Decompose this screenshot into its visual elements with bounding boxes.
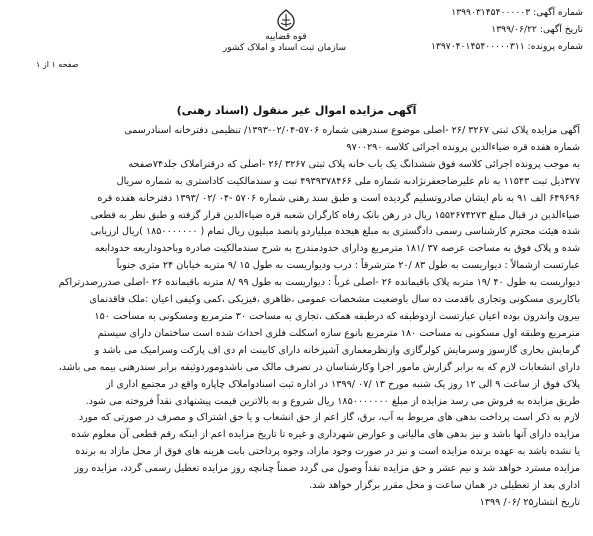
- body-line: مزایده دارای آنها باشد و نیز بدهی های مالیاتی و عوارض شهرداری و غیره تا تاریخ مزایده اعم از اینکه رقم قطعی آن معلوم شده: [71, 429, 580, 441]
- body-line: شده هیئت محترم کارشناسی رسمی دادگستری به مبلغ هیجده میلیاردو پانصد میلیون ریال تمام ( ۱۸۵۰۰۰۰۰۰۰ )ریال ارزیابی: [90, 226, 580, 238]
- organization-logo: [222, 8, 346, 66]
- body-line: پلاک فوق از ساعت ۹ الی ۱۲ روز یک شنبه مورخ ۱۳ /۰۷ /۱۳۹۹ در اداره ثبت اسنادواملاک چاپاره واقع در مجتمع اداری از: [106, 378, 580, 390]
- body-line: مزایده مسترد خواهد شد و نیم عشر و حق مزایده نقداً وصول می گردد ضمناً چنانچه روز مزایده تعطیل رسمی گردد، مزایده روز: [74, 463, 580, 475]
- body-line: عبارتست ازشمالاً : دیواریست به طول ۸۳ /۲۰ مترشرقاً : درب ودیواریست به طول ۱۵ /۹ متربه خیابان ۲۴ متری جنوباً: [116, 260, 580, 272]
- body-line: آگهی مزایده پلاک ثبتی ۳۲۶۷ /۲۶ -اصلی موضوع سندرهنی شماره ۵۷۰۶-۰۲/۰۴-۱۳۹۳/ تنظیمی دفترخانه اسنادرسمی: [124, 125, 580, 136]
- body-line: ضیاءالدین در قبال مبلغ ۱۵۵۲۶۷۴۲۷۳ ریال در رهن بانک رفاه کارگران شعبه قره ضیاءالدین قرار گرفته و طبق نظر به قطعی: [90, 209, 580, 221]
- body-line: شده و پلاک فوق به مساحت عرصه ۳۷ /۱۸۱ مترمربع ودارای حدودمندرج به شرح سندمالکیت صادره وباحدوداربعه حدودابعه: [94, 243, 580, 255]
- publication-date: تاریخ انتشار۲۵ /۰۶/ ۱۳۹۹: [479, 496, 580, 508]
- org-line1: قوه قضاییه: [265, 32, 307, 42]
- case-number: شماره پرونده: ۱۳۹۷۰۴۰۱۴۵۴۰۰۰۰۰۳۱۱: [430, 41, 583, 52]
- body-line: باکاربری مسکونی وتجاری باقدمت ده سال باوضعیت مشخصات عمومی ،ظاهری ،فیزیکی ،کمی وکیفی اعیان :ملک فاقدنمای: [89, 294, 580, 306]
- ad-number: شماره آگهی: ۱۳۹۹۰۳۱۴۵۴۰۰۰۰۰۳: [451, 7, 583, 18]
- body-line: دارای انشعابات لازم که به برابر گزارش مامور اجرا وکارشناسان در تصرف مالک می باشدوموردوثیقه برابر سندرهنی بیمه می باشد،: [58, 361, 580, 373]
- body-line: طریق مزایده به فروش می رسد مزایده از مبلغ ۱۸۵۰۰۰۰۰۰۰ ریال شروع و به بالاترین قیمت پیشنهادی نقداً فروخته می شود.: [85, 395, 580, 407]
- notice-body: [16, 123, 580, 512]
- body-line: ۶۴۹۶۹۶ الف ۹۱ به نام ایشان صادروتسلیم گردیده است و طبق سند رهنی شماره ۵۷۰۶ -۰۴ /۰۲ /۱۳۹۳ دفترخانه هفده قره: [97, 192, 580, 204]
- ad-date: تاریخ آگهی: ۱۳۹۹/۰۶/۲۲: [491, 24, 583, 35]
- body-line: اداری بعد از تعطیلی در همان ساعت و محل مقرر برگزار خواهد شد.: [309, 480, 580, 492]
- org-line2: سازمان ثبت اسناد و املاک کشور: [222, 43, 346, 53]
- body-line: بیرون واندرون بوده اعیان عبارتست ازدوطبقه که درطبقه همکف ،تجاری به مساحت ۳۰ مترمربع ومسکونی به مساحت ۱۵۰: [94, 310, 580, 322]
- body-line: به موجب پرونده اجرائی کلاسه فوق ششدانگ یک باب خانه پلاک ثبتی ۳۲۶۷ /۲۶ -اصلی که درقتراملاک جلد۷۴صفحه: [128, 158, 580, 170]
- body-line: مترمربع وطبقه اول مسکونی به مساحت ۱۸۰ مترمربع بانوع سازه اسکلت فلزی احداث شده است ساختمان دارای سیستم: [97, 327, 580, 339]
- body-line: شماره هفده قره ضیاءالدین پرونده اجرائی کلاسه ۹۷۰۰۲۹۰: [346, 141, 580, 153]
- body-line: لازم به ذکر است پرداخت بدهی های مربوط به آب، برق، گاز اعم از حق انشعاب و یا حق اشتراک و مصرف در صورتی که مورد: [78, 412, 580, 424]
- body-line: ۳۷۷ذیل ثبت ۱۱۵۴۳ به نام علیرضاجعفرنژادبه شماره ملی ۴۹۳۹۳۷۸۴۶۶ تبت و سندمالکیت کاداستری به شماره سریال: [116, 175, 580, 187]
- notice-title: آگهی مزایده اموال غیر منقول (اسناد رهنی): [176, 104, 417, 117]
- judiciary-emblem-icon: [273, 8, 299, 32]
- ad-metadata: [431, 4, 583, 55]
- body-line: یا نشده باشد به عهده برنده مزایده است و نیز در صورت وجود مازاد، وجوه پرداختی بابت هزینه های فوق از محل مازاد به برنده: [75, 446, 580, 458]
- page-number: صفحه ۱ از ۱: [36, 60, 79, 69]
- body-line: گرمایش بخاری گازسوز وسرمایش کولرگازی وازنظرمعماری آشپزخانه دارای کابینت ام دی اف پارکت وسرامیک می باشد و: [94, 344, 580, 356]
- body-line: دیواریست به طول ۴۰ /۱۹ متربه پلاک باقیمانده ۲۶ -اصلی غرباً : دیواریست به طول ۹۹ /۸ متربه باقیمانده ۲۶ -اصلی صدررصدرتراکم: [58, 277, 580, 289]
